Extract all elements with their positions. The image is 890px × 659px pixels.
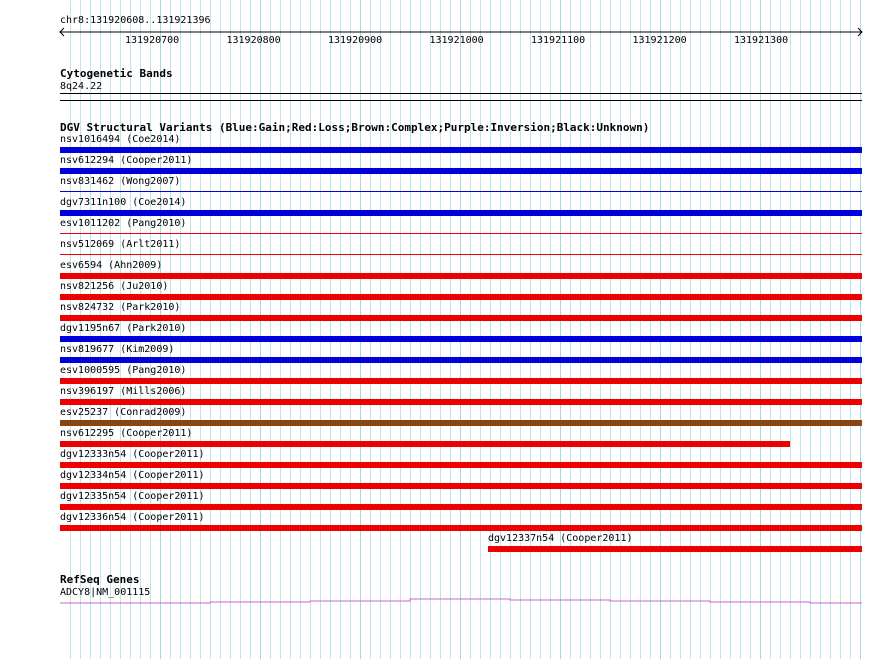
variant-label[interactable]: nsv819677 (Kim2009)	[60, 344, 175, 355]
variant-bar[interactable]	[60, 168, 862, 174]
variant-label[interactable]: nsv512069 (Arlt2011)	[60, 239, 181, 250]
cytoband-line-top	[60, 93, 862, 94]
variant-bar[interactable]	[60, 273, 862, 279]
refseq-gene-label[interactable]: ADCY8|NM_001115	[60, 587, 151, 598]
variant-bar[interactable]	[60, 378, 862, 384]
ruler-tick-label: 131920700	[125, 35, 180, 46]
gene-model[interactable]	[60, 596, 862, 606]
variant-label[interactable]: nsv1016494 (Coe2014)	[60, 134, 181, 145]
variant-bar[interactable]	[60, 483, 862, 489]
variant-label[interactable]: nsv612295 (Cooper2011)	[60, 428, 193, 439]
variant-bar[interactable]	[60, 294, 862, 300]
variant-label[interactable]: esv1011202 (Pang2010)	[60, 218, 187, 229]
cytoband-label: 8q24.22	[60, 81, 103, 92]
variant-bar[interactable]	[488, 546, 862, 552]
variant-label[interactable]: dgv12336n54 (Cooper2011)	[60, 512, 205, 523]
region-range-label: chr8:131920608..131921396	[60, 15, 211, 26]
variant-label[interactable]: nsv824732 (Park2010)	[60, 302, 181, 313]
dgv-track-title[interactable]: DGV Structural Variants (Blue:Gain;Red:Loss;Brown:Complex;Purple:Inversion;Black:Unknown)	[60, 121, 650, 134]
variant-label[interactable]: esv25237 (Conrad2009)	[60, 407, 187, 418]
variant-label[interactable]: nsv831462 (Wong2007)	[60, 176, 181, 187]
variant-bar[interactable]	[60, 254, 862, 255]
cytoband-track-title[interactable]: Cytogenetic Bands	[60, 67, 173, 80]
variant-label[interactable]: esv6594 (Ahn2009)	[60, 260, 163, 271]
variant-label[interactable]: dgv1195n67 (Park2010)	[60, 323, 187, 334]
variant-bar[interactable]	[60, 147, 862, 153]
variant-label[interactable]: nsv821256 (Ju2010)	[60, 281, 169, 292]
ruler-tick-label: 131921200	[632, 35, 687, 46]
variant-bar[interactable]	[60, 462, 862, 468]
variant-bar[interactable]	[60, 504, 862, 510]
variant-bar[interactable]	[60, 441, 790, 447]
variant-bar[interactable]	[60, 336, 862, 342]
variant-bar[interactable]	[60, 357, 862, 363]
variant-bar[interactable]	[60, 191, 862, 192]
variant-bar[interactable]	[60, 399, 862, 405]
cytoband-line-bottom	[60, 100, 862, 101]
ruler-tick-label: 131921000	[429, 35, 484, 46]
variant-label[interactable]: dgv7311n100 (Coe2014)	[60, 197, 187, 208]
variant-label[interactable]: dgv12335n54 (Cooper2011)	[60, 491, 205, 502]
variant-bar[interactable]	[60, 315, 862, 321]
variant-bar[interactable]	[60, 525, 862, 531]
variant-bar[interactable]	[60, 210, 862, 216]
variant-bar[interactable]	[60, 233, 862, 234]
variant-label[interactable]: dgv12333n54 (Cooper2011)	[60, 449, 205, 460]
ruler-tick-label: 131920900	[328, 35, 383, 46]
refseq-track-title[interactable]: RefSeq Genes	[60, 573, 140, 586]
variant-label[interactable]: dgv12334n54 (Cooper2011)	[60, 470, 205, 481]
ruler-tick-label: 131920800	[226, 35, 281, 46]
variant-label[interactable]: nsv612294 (Cooper2011)	[60, 155, 193, 166]
variant-bar[interactable]	[60, 420, 862, 426]
variant-label[interactable]: esv1000595 (Pang2010)	[60, 365, 187, 376]
variant-label[interactable]: dgv12337n54 (Cooper2011)	[488, 533, 633, 544]
ruler-tick-label: 131921300	[734, 35, 789, 46]
ruler-tick-label: 131921100	[531, 35, 586, 46]
variant-label[interactable]: nsv396197 (Mills2006)	[60, 386, 187, 397]
